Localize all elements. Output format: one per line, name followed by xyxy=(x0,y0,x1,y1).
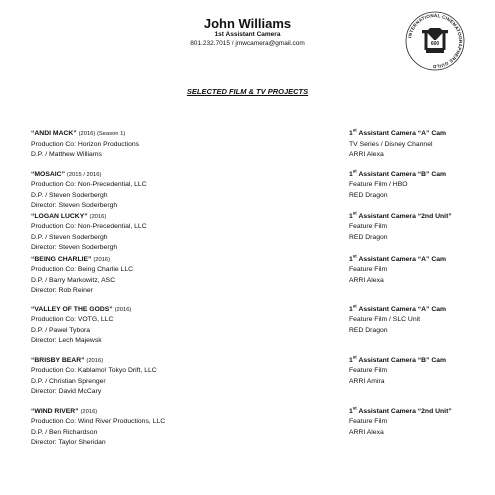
project-entry xyxy=(31,170,471,212)
job-title: 1st Assistant Camera xyxy=(214,31,281,38)
project-line: D.P. / Christian Sprenger xyxy=(31,377,106,385)
project-line: D.P. / Pawel Tybora xyxy=(31,326,91,334)
project-line: D.P. / Ben Richardson xyxy=(31,428,98,436)
project-detail: Feature Film xyxy=(349,266,388,273)
project-entry xyxy=(31,212,471,254)
project-position: 1st Assistant Camera “2nd Unit” xyxy=(349,210,452,220)
section-title: SELECTED FILM & TV PROJECTS xyxy=(186,87,309,96)
person-name: John Williams xyxy=(203,16,292,31)
project-detail: ARRI Amira xyxy=(349,377,385,385)
project-detail: ARRI Alexa xyxy=(349,428,384,436)
project-detail: RED Dragon xyxy=(349,233,388,241)
project-line: Director: Steven Soderbergh xyxy=(31,202,118,209)
project-years: (2016) xyxy=(86,357,104,364)
project-entry xyxy=(31,255,471,297)
project-entry xyxy=(31,356,471,398)
project-list xyxy=(31,127,471,446)
project-position: 1st Assistant Camera “B” Cam xyxy=(349,168,447,178)
project-detail: Feature Film / SLC Unit xyxy=(349,316,421,323)
seal-number: 600 xyxy=(430,40,440,47)
project-line: Production Co: Non-Precedential, LLC xyxy=(31,181,147,188)
project-line: Director: Taylor Sheridan xyxy=(31,439,106,446)
project-title: “LOGAN LUCKY” xyxy=(31,212,88,220)
project-detail: Feature Film / HBO xyxy=(349,181,408,188)
project-line: Director: Rob Reiner xyxy=(31,287,93,294)
project-line: Production Co: Non-Precedential, LLC xyxy=(31,223,147,230)
project-title: “ANDI MACK” xyxy=(31,130,77,137)
project-detail: ARRI Alexa xyxy=(349,151,384,158)
project-line: Director: Steven Soderbergh xyxy=(31,244,118,251)
svg-text:INTERNATIONAL CINEMATOGRAPHERS: INTERNATIONAL CINEMATOGRAPHERS GUILD xyxy=(407,12,464,70)
project-detail: Feature Film xyxy=(349,418,388,425)
project-detail: Feature Film xyxy=(349,223,388,230)
project-detail: RED Dragon xyxy=(349,191,388,199)
project-line: D.P. / Matthew Williams xyxy=(31,151,102,158)
project-title: “VALLEY OF THE GODS” xyxy=(31,305,113,313)
project-detail: TV Series / Disney Channel xyxy=(349,140,433,148)
project-line: D.P. / Barry Markowitz, ASC xyxy=(31,276,116,284)
project-line: Director: David McCary xyxy=(31,388,102,395)
project-line: D.P. / Steven Soderbergh xyxy=(31,233,108,241)
project-line: D.P. / Steven Soderbergh xyxy=(31,191,108,199)
project-title: “WIND RIVER” xyxy=(31,407,79,415)
project-line: Production Co: Wind River Productions, LLC xyxy=(31,418,166,425)
project-years: (2016) xyxy=(114,306,132,313)
project-line: Production Co: Horizon Productions xyxy=(31,140,140,148)
contact-info: 801.232.7015 / jmwcamera@gmail.com xyxy=(190,40,305,47)
project-line: Director: Lech Majewsk xyxy=(31,337,102,344)
project-detail: RED Dragon xyxy=(349,326,388,334)
project-position: 1st Assistant Camera “2nd Unit” xyxy=(349,405,452,415)
project-line: Production Co: Kablamo! Tokyo Drift, LLC xyxy=(31,367,157,374)
project-entry xyxy=(31,407,471,449)
project-detail: ARRI Alexa xyxy=(349,276,384,284)
project-title: “BEING CHARLIE” xyxy=(31,255,92,263)
project-years: (2015 / 2016) xyxy=(66,171,102,178)
project-years: (2016) xyxy=(93,256,111,263)
project-entry xyxy=(31,129,471,161)
project-years: (2016) xyxy=(89,213,107,220)
project-position: 1st Assistant Camera “A” Cam xyxy=(349,127,447,137)
project-line: Production Co: Being Charlie LLC xyxy=(31,266,134,273)
project-entry xyxy=(31,305,471,347)
guild-seal-logo xyxy=(404,10,466,72)
project-position: 1st Assistant Camera “A” Cam xyxy=(349,303,447,313)
project-years: (2016) (Season 1) xyxy=(78,131,126,137)
project-position: 1st Assistant Camera “B” Cam xyxy=(349,354,447,364)
project-detail: Feature Film xyxy=(349,367,388,374)
project-years: (2016) xyxy=(80,408,98,415)
project-title: “BRISBY BEAR” xyxy=(31,356,85,364)
project-position: 1st Assistant Camera “A” Cam xyxy=(349,253,447,263)
project-title: “MOSAIC” xyxy=(31,170,65,178)
project-line: Production Co: VOTG, LLC xyxy=(31,316,114,323)
